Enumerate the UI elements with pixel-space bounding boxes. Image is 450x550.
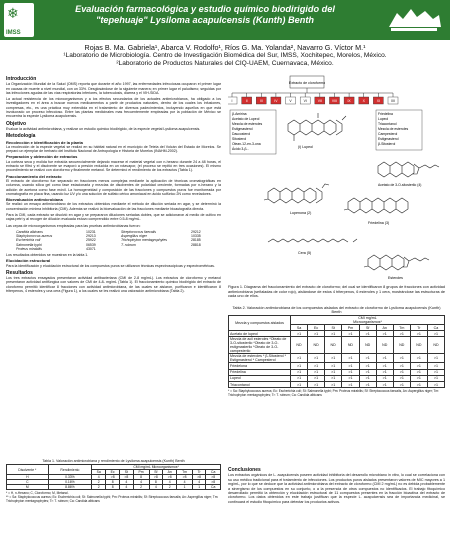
methodology-p4: Se realizó un ensayo antimicrobiano de los extractos obtenidos mediante el método de dilución seriada en agar, y se determinó la concentración mínima inhibitoria (CMI). Además se realizó la bioevaluación de las fracciones mediante bioautografía directa. xyxy=(6,202,221,211)
table-cell: >1 xyxy=(342,363,359,369)
table-cell: >1 xyxy=(308,375,325,381)
table-cell: >1 xyxy=(291,331,308,337)
table-cell: 0.16% xyxy=(48,480,92,485)
structure-label-2: Acetato de 3-O-sitosterilo (4) xyxy=(378,183,422,187)
fraction-label-4: V xyxy=(289,99,292,103)
fraction-label-0: I xyxy=(231,99,233,103)
methodology-p5: Para la CMI, cada extracto se disolvió en agar y se prepararon diluciones seriadas dobles, que se adicionaron al medio de cultivo en cajas petri y al recoger de dilución evaluada estuvo comprendido entre 0.5-8 mg/mL. xyxy=(6,213,221,222)
table-cell: >1 xyxy=(410,354,427,363)
table-cell: ND xyxy=(376,337,393,354)
table-2-org-8: Ca xyxy=(427,325,444,331)
objective-heading: Objetivo xyxy=(6,120,27,127)
table-2-org-5: An xyxy=(376,325,393,331)
table-cell: 4 xyxy=(192,480,206,485)
table-2-org-1: Ec xyxy=(308,325,325,331)
table-2-col-compound: Mezcla y compuestos aislados xyxy=(229,316,291,331)
table-cell: Friedelona xyxy=(229,363,291,369)
figure-caption: Figura 1. Diagrama del fraccionamiento del extracto de cloroformo; del cual se identificaron 8 grupos de fracciones con actividad antimicrobiana (señaladas de color rojo), aislándose de estos 4 triterpenos, 6 esteroles y 1 cera, mostrándose las estructuras de cada uno de ellos. xyxy=(228,285,445,298)
table-cell: 1 xyxy=(177,485,193,490)
table-cell: ND xyxy=(291,337,308,354)
table-cell: >1 xyxy=(325,375,342,381)
table-cell: Mezcla de esteroles * β-Sitosterol * Estigmasterol * Campesterol xyxy=(229,354,291,363)
table-cell: 8.86% xyxy=(48,485,92,490)
table-cell: >1 xyxy=(291,369,308,375)
table-cell: >1 xyxy=(291,354,308,363)
table-1-org-8: Ca xyxy=(206,470,221,475)
table-cell: >1 xyxy=(359,369,376,375)
methodology-sub-5: Elucidación estructural xyxy=(6,258,51,264)
table-row xyxy=(229,381,445,387)
table-cell: >8 xyxy=(149,475,163,480)
table-cell: >1 xyxy=(427,369,444,375)
table-cell: >8 xyxy=(177,475,193,480)
table-cell: >1 xyxy=(376,331,393,337)
table-1 xyxy=(6,459,221,503)
methodology-heading: Metodología xyxy=(6,133,36,140)
table-cell: 0.33% xyxy=(48,475,92,480)
root-extract-label: Extracto de cloroformo xyxy=(288,81,326,85)
table-1-org-1: Ec xyxy=(106,470,120,475)
table-cell: 4 xyxy=(163,480,177,485)
table-cell: >1 xyxy=(325,331,342,337)
methodology-p8: Para la identificación y elucidación estructural de los compuestos puros se utilizaron técnicas espectroscópicas y espectrométricas. xyxy=(6,263,215,268)
table-cell: >8 xyxy=(106,475,120,480)
authors: Rojas B. Ma. Gabriela¹, Abarca V. Rodolfo¹, Ríos G. Ma. Yolanda², Navarro G. Víctor M.¹ xyxy=(84,43,366,52)
compound-label: Lupeol xyxy=(378,117,389,121)
table-cell: >1 xyxy=(393,381,410,387)
table-cell: ND xyxy=(342,337,359,354)
table-cell: ND xyxy=(393,337,410,354)
methodology-sub-3: Fraccionamiento del extracto xyxy=(6,173,62,179)
compound-label: Olean-12-en-3-ona xyxy=(232,142,261,146)
table-cell: >1 xyxy=(342,354,359,363)
fraction-box-0 xyxy=(228,97,237,104)
methodology-p2: La corteza seca y molida fue extraída secuencialmente dejando macerar el material vegetal con n-hexano durante 24 a 48 horas, el extracto se filtró y el disolvente se evaporó a presión reducida en un rotavapor, (el proceso se repitió en tres ocasiones). El mismo procedimiento se realizó con cloroformo y finalmente metanol. Se determinó el rendimiento de los extractos (Tabla 1). xyxy=(6,159,221,173)
table-cell: >1 xyxy=(410,369,427,375)
table-cell: >1 xyxy=(308,331,325,337)
compound-label: Mezcla de esteroles xyxy=(232,122,263,126)
table-2-org-3: Pm xyxy=(342,325,359,331)
fraction-label-1: II xyxy=(245,99,248,103)
table-cell: >1 xyxy=(291,381,308,387)
fraction-label-7: VIII xyxy=(331,99,338,103)
table-1-org-7: Tr xyxy=(192,470,206,475)
table-cell: 2 xyxy=(163,485,177,490)
table-cell: M xyxy=(7,485,49,490)
table-1-body xyxy=(7,475,221,490)
structure-label-5: Cera (5) xyxy=(298,251,312,255)
structure-label-6: Esteroles xyxy=(388,276,403,280)
table-cell: Friedelina xyxy=(229,369,291,375)
table-2-org-6: Tm xyxy=(393,325,410,331)
fraction-label-2: III xyxy=(259,99,263,103)
compound-label: Ácido 3-β... xyxy=(232,147,250,151)
table-cell: >1 xyxy=(410,381,427,387)
table-cell: ND xyxy=(410,337,427,354)
fraction-label-3: IV xyxy=(274,99,278,103)
table-cell: ND xyxy=(359,337,376,354)
fraction-label-8: IX xyxy=(347,99,351,103)
methodology-p3: El extracto de cloroformo fue separado en fracciones menos complejas mediante la aplicación de técnicas cromatográficas en columna, usando sílica gel como fase estacionaria y mezclas de disolventes de polaridad creciente, formadas por n-hexano y la adición de acetona como fase móvil. La homogeneidad y composición de las fracciones y compuestos puros fue monitoreada por cromatografía en placa fina, usando luz UV y/o una solución de sulfato cérico amoniacal en ácido sulfúrico 2N como reveladores. xyxy=(6,178,221,196)
intro-paragraph-1: La Organización Mundial de la Salud (OMS) reporta que durante el año 1997, las enfermedades infecciosas ocuparon el primer lugar en causas de muerte a nivel mundial, con un 33%. Desglosándose de la siguiente manera; en primer lugar el paludismo; seguidas por las infecciones agudas de las vías respiratorias inferiores, la tuberculosis, diarrea y el VIH-SIDA. xyxy=(6,82,221,95)
table-cell: 4 xyxy=(120,485,134,490)
table-1-caption: Tabla 1. Valoración antimicrobiana y rendimiento de Lysiloma acapulcensis (Kunth) Benth xyxy=(42,459,185,463)
conclusions-heading: Conclusiones xyxy=(228,467,261,473)
structure-label-1: (i) Lupeol xyxy=(298,145,313,149)
table-cell: >1 xyxy=(342,369,359,375)
table-1-grid: Disolvente * Rendimiento CMI mg/mL Microorganismos* Sa Ec St Pm Sf An Tm Tr Ca H 0.33% 4 >8 >8 8 >8 >8 >8 >8 >8 C 0.16% 2 8 4 4 8 4 4 4 >8 M 8.86% 2 8 4 2 4 2 1 1 Ca xyxy=(6,464,221,490)
table-cell: >1 xyxy=(427,354,444,363)
table-2-footnote: * = Sa: Staphylococcus aureus; Ec: Escherichia coli; St: Salmonella typhi; Pm: Proteus mirabilis; Sf: Streptococcus faecalis, An: Aspergillus niger; Tm: Trichophyton mentagrophytes; Tr: T. rubrum; Ca: Candida albicans xyxy=(228,389,440,397)
table-cell: >1 xyxy=(359,354,376,363)
results-heading: Resultados xyxy=(6,269,33,276)
table-2-caption: Tabla 2. Valoración antimicrobiana de los compuestos aislados del extracto de cloroformo de Lysiloma acapulcensis (Kunth) Benth xyxy=(232,306,441,314)
imss-logo: ❄ IMSS xyxy=(4,3,34,37)
table-cell: >1 xyxy=(393,331,410,337)
table-cell: >1 xyxy=(342,381,359,387)
conclusions-section xyxy=(228,468,445,504)
compound-label: Mezcla de esteroles xyxy=(378,127,409,131)
table-cell: >8 xyxy=(206,475,221,480)
table-row xyxy=(229,337,445,354)
compound-label: Friedelina xyxy=(378,112,393,116)
table-cell: 1 xyxy=(192,485,206,490)
table-2-org-0: Sa xyxy=(291,325,308,331)
table-1-col-solvent: Disolvente * xyxy=(7,465,49,475)
strain-list: Candida albicans 10231 Streptococcus faecalis 29212 Staphylococcus aureus 29213 Aspergillus niger 10335 Escherichia coli 25922 Trichophyton mentagrophytes 28185 Salmonella typhi 06539 T. rubrum 28818 Proteus mirabilis 43071 xyxy=(16,229,201,251)
poster-title: Evaluación farmacológica y estudio químico biodirigido del "tepehuaje" Lysiloma acapulcensis (Kunth) Benth xyxy=(75,4,335,25)
table-cell: C xyxy=(7,480,49,485)
table-cell: >1 xyxy=(325,381,342,387)
affiliation-2: ²Laboratorio de Productos Naturales del CIQ-UAEM, Cuernavaca, México. xyxy=(116,60,334,67)
table-cell: >1 xyxy=(359,331,376,337)
compound-label: Triacontanol xyxy=(378,122,397,126)
fraction-label-5: VI xyxy=(303,99,307,103)
table-cell: >1 xyxy=(427,331,444,337)
methodology-sub-2: Preparación y obtención de extractos xyxy=(6,154,78,160)
table-cell: 8 xyxy=(149,480,163,485)
methodology-sub-1: Recolección e identificación de la planta xyxy=(6,139,83,145)
table-cell: >1 xyxy=(308,369,325,375)
table-cell: 2 xyxy=(92,485,106,490)
table-cell: >1 xyxy=(291,375,308,381)
table-cell: 4 xyxy=(149,485,163,490)
table-cell: 8 xyxy=(106,485,120,490)
fraction-label-10: XI xyxy=(376,99,380,103)
table-row xyxy=(7,485,221,490)
table-cell: >1 xyxy=(376,375,393,381)
eagle-icon: ❄ xyxy=(7,5,19,21)
table-cell: >8 xyxy=(206,480,221,485)
results-paragraph: Los tres extractos ensayados presentaron actividad antibacteriana (CMI de 2-8 mg/mL). Los extractos de cloroformo y metanol presentaron actividad antifúngica con valores de CMI de 4-8- mg/mL (Tabla 1). El fraccionamiento químico biodirigido del extracto de cloroformo permitió identificar 8 fracciones con actividad antimicrobiana, de las cuales se aislaron, purificaron e identificaron 8 triterpenos, 4 esteroles y una cera (Figura 1), a los cuales se les realizó una valoración antimicrobiana (Tabla 2). xyxy=(6,276,221,293)
table-cell: 8 xyxy=(106,480,120,485)
table-cell: >1 xyxy=(410,331,427,337)
poster-header xyxy=(0,0,450,40)
table-cell: >1 xyxy=(291,363,308,369)
compound-label: Acetato de Lupeol xyxy=(232,117,260,121)
table-cell: >1 xyxy=(308,381,325,387)
table-cell: 8 xyxy=(133,475,149,480)
table-1-footnote: * = H, n-Hexano; C, Cloroformo; M, Metanol. ** = Sa: Staphylococcus aureus; Ec: Escherichia coli; St: Salmonella typhi; Pm: Proteus mirabilis; Sf: Streptococcus faecalis; An: Aspergillus niger; Tm: Trichophyton mentagrophytes; Tr: T. rubrum; Ca: Candida albicans xyxy=(6,491,219,503)
table-cell: >1 xyxy=(376,363,393,369)
table-cell: 4 xyxy=(120,480,134,485)
table-cell: >8 xyxy=(163,475,177,480)
table-cell: >1 xyxy=(393,354,410,363)
structure-label-4: Friedelina (3) xyxy=(368,221,390,225)
objective-text: Evaluar la actividad antimicrobiana, y realizar un estudio químico biodirigido, de la especie vegetal Lysiloma acapulcensis. xyxy=(6,126,201,131)
structure-label-3: Lupenona (2) xyxy=(290,211,312,215)
table-cell: 2 xyxy=(133,485,149,490)
table-cell: 4 xyxy=(177,480,193,485)
table-1-org-2: St xyxy=(120,470,134,475)
table-cell: ND xyxy=(308,337,325,354)
table-cell: >1 xyxy=(427,381,444,387)
table-cell: Lupeol xyxy=(229,375,291,381)
compound-label: Campesterol xyxy=(378,132,398,136)
institution-logo xyxy=(383,5,445,35)
table-cell: >1 xyxy=(410,375,427,381)
table-2-org-2: St xyxy=(325,325,342,331)
compound-label: Estigmasterol xyxy=(232,127,253,131)
compound-label: Estigmasterol xyxy=(378,137,399,141)
table-cell: H xyxy=(7,475,49,480)
table-cell: >1 xyxy=(393,369,410,375)
table-cell: >8 xyxy=(120,475,134,480)
left-column xyxy=(6,74,221,293)
table-cell: 2 xyxy=(92,480,106,485)
conclusions-text: Los extractos orgánicos de L. acapulcensis poseen actividad inhibitoria del desarrollo microbiano in vitro, lo cual se correlaciona con su uso médico tradicional para el tratamiento de infecciones. Los productos puros aislados presentaron valores de MIC mayores a 1 mg/mL, por lo que se deduce que la actividad antimicrobiana del extracto de cloroformo (CMI 2 mg/mL) no es debida probablemente a sinergismo de los compuestos en su conjunto, o a la presencia de otros compuestos no identificados. El trabajo fitoquímico desarrollado permitió la obtención y elucidación estructural de 11 compuestos presentes en la fracción bioactiva del extracto de cloroformo. Los datos obtenidos en este trabajo justifican que la especie L. acapulcensis sea de importancia medicinal, se continuará el estudio fitoquímico para detectar los productos activos. xyxy=(228,473,445,504)
table-cell: >1 xyxy=(427,363,444,369)
table-cell: Triacontanol xyxy=(229,381,291,387)
table-cell: >1 xyxy=(376,381,393,387)
table-1-org-3: Pm xyxy=(133,470,149,475)
intro-paragraph-2: La actual resistencia de los microorganismos y a los efectos secundarios de los actuales antimicrobianos, ha obligado a los investigadores en el área a buscar nuevos medicamentos a partir de productos naturales, dentro de los cuales los infusiones, compresas, etc., es una práctica muy extendida en el tratamiento de diversos padecimientos, incluyendo aquellos en que está involucrado un proceso infeccioso. Entre las plantas medicinales mas frecuentemente empleadas por la población de México se encuentra la especie Lysiloma acapulcensis. xyxy=(6,97,221,119)
methodology-sub-4: Bioevaluación antimicrobiana xyxy=(6,197,63,203)
table-1-col-yield: Rendimiento xyxy=(48,465,92,475)
table-cell: >1 xyxy=(325,363,342,369)
table-cell: >1 xyxy=(325,369,342,375)
table-cell: Mezcla de acil esteroles *Oleato de 3-O-sitosterilo *Oleato de 3-O-estigmasterilo *Oleato de 3-O-campesterilo xyxy=(229,337,291,354)
table-2-org-7: Tr xyxy=(410,325,427,331)
table-cell: >1 xyxy=(376,369,393,375)
table-1-org-5: An xyxy=(163,470,177,475)
table-cell: Acetato de lupeol xyxy=(229,331,291,337)
table-cell: >1 xyxy=(308,363,325,369)
methodology-p6: Las cepas de microorganismos empleadas para las pruebas antimicrobianas fueron: xyxy=(6,223,141,228)
table-cell: ND xyxy=(427,337,444,354)
table-cell: >1 xyxy=(427,375,444,381)
intro-heading: Introducción xyxy=(6,76,37,82)
table-2-grid: Mezcla y compuestos aislados CMI mg/mL Microorganismos* Sa Ec St Pm Sf An Tm Tr Ca Acetato de lupeol >1 >1 >1 >1 >1 >1 >1 >1 >1 Mezcla de acil esteroles *Oleato de 3-O-sitosterilo *Oleato de 3-O-estigmasterilo *Oleato de 3-O-campesterilo ND ND ND ND ND ND ND ND ND Mezcla de esteroles * β-Sitosterol * Estigmasterol * Campesterol >1 >1 >1 >1 >1 >1 >1 >1 >1 Friedelona >1 >1 >1 >1 >1 >1 >1 >1 >1 Friedelina >1 >1 >1 >1 >1 >1 >1 >1 >1 Lupeol >1 >1 >1 >1 >1 >1 >1 >1 >1 Triacontanol >1 >1 >1 >1 >1 >1 >1 >1 >1 xyxy=(228,315,445,388)
table-cell: >1 xyxy=(359,363,376,369)
fraction-label-11: XII xyxy=(390,99,396,103)
fractionation-diagram xyxy=(228,74,445,284)
table-2 xyxy=(228,306,445,398)
compound-label: β-Amirina xyxy=(232,112,247,116)
table-cell: >1 xyxy=(342,331,359,337)
table-cell: >1 xyxy=(393,375,410,381)
compound-label: Daucosterol xyxy=(232,132,251,136)
table-1-org-6: Tm xyxy=(177,470,193,475)
methodology-p7: Los resultados obtenidos se muestran en la tabla 1. xyxy=(6,252,89,257)
table-cell: ND xyxy=(325,337,342,354)
table-cell: Ca xyxy=(206,485,221,490)
fraction-label-6: VII xyxy=(317,99,322,103)
table-row xyxy=(229,354,445,363)
methodology-p1: La recolección de la especie vegetal se realizó en su hábitat natural en el municipio de Tetela del Volcán del Estado de Morelos. Se preparó un ejemplar de herbario del Instituto Nacional de Antropología e Historia de Morelos (INAHM-2002). xyxy=(6,144,221,154)
table-cell: >1 xyxy=(359,381,376,387)
table-2-org-4: Sf xyxy=(359,325,376,331)
table-cell: >1 xyxy=(410,363,427,369)
table-cell: >1 xyxy=(342,375,359,381)
table-cell: 4 xyxy=(133,480,149,485)
compound-label: Sitosterol xyxy=(232,137,247,141)
table-cell: >1 xyxy=(376,354,393,363)
table-cell: >1 xyxy=(325,354,342,363)
fraction-label-9: X xyxy=(362,99,365,103)
compound-label: β-Sitosterol xyxy=(378,142,396,146)
table-cell: >8 xyxy=(192,475,206,480)
table-cell: >1 xyxy=(359,375,376,381)
table-1-org-0: Sa xyxy=(92,470,106,475)
table-2-body xyxy=(229,331,445,388)
table-cell: >1 xyxy=(393,363,410,369)
table-cell: 4 xyxy=(92,475,106,480)
table-1-org-4: Sf xyxy=(149,470,163,475)
table-cell: >1 xyxy=(308,354,325,363)
affiliation-1: ¹Laboratorio de Microbiología. Centro de Investigación Biomédica del Sur, IMSS, Xochitepec, Morelos, México. xyxy=(63,52,387,59)
